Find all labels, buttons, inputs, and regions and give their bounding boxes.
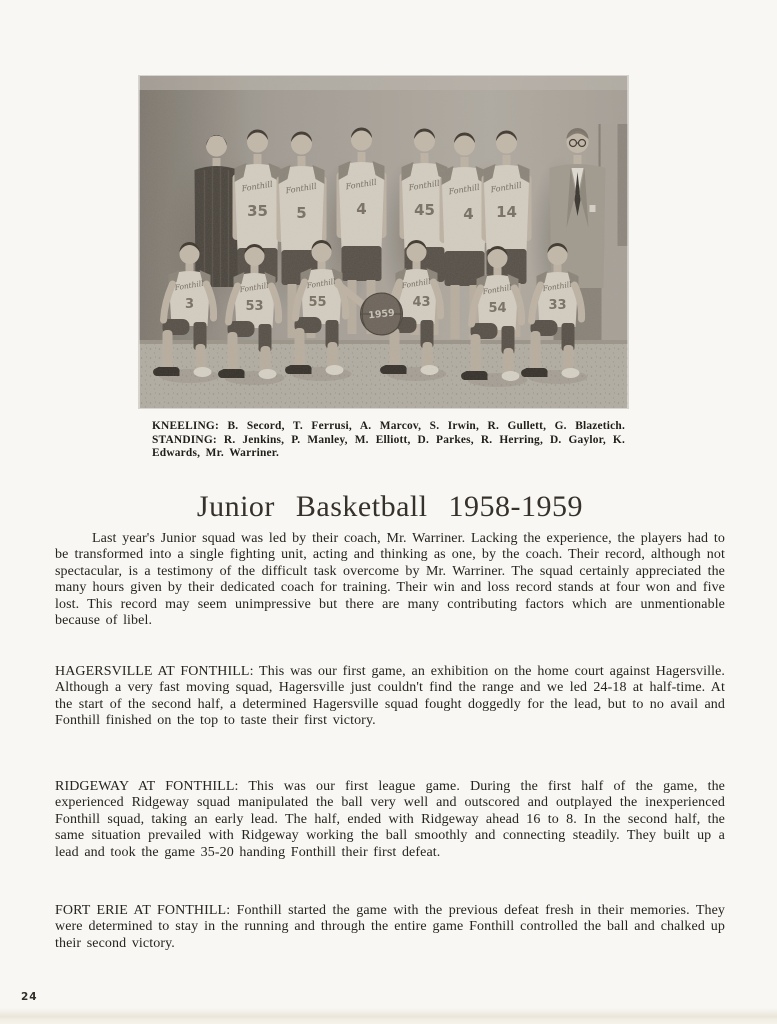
page-bottom-edge: [0, 1008, 777, 1024]
page-number: 24: [21, 991, 38, 1003]
intro-paragraph: Last year's Junior squad was led by their coach, Mr. Warriner. Lacking the experience, the players had to be transformed into a single fighting unit, acting and thinking as one, by the coach. Their record, although not spectacular, is a testimony of the difficult task overcome by Mr. Warriner. The squad certainly appreciated the many hours given by their dedicated coach for training. Their win and loss record stands at four won and five lost. This record may seem unimpressive but there are many contributing factors which are unmentionable because of libel.: [55, 531, 725, 629]
team-photo: [139, 76, 628, 408]
game-paragraph-hagersville: HAGERSVILLE AT FONTHILL: This was our first game, an exhibition on the home court against Hagersville. Although a very fast moving squad, Hagersville just couldn't find the range and we led 24-18 at half-time. At the start of the second half, a determined Hagersville squad fought doggedly for the lead, but to no avail and Fonthill finished on the top to taste their first victory.: [55, 664, 725, 729]
team-photo-illustration: [139, 76, 628, 408]
photo-caption: KNEELING: B. Secord, T. Ferrusi, A. Marcov, S. Irwin, R. Gullett, G. Blazetich. STANDING: R. Jenkins, P. Manley, M. Elliott, D. Parkes, R. Herring, D. Gaylor, K. Edwards, Mr. Warriner.: [152, 420, 625, 460]
game-paragraph-fort-erie: FORT ERIE AT FONTHILL: Fonthill started the game with the previous defeat fresh in their memories. They were determined to stay in the running and through the entire game Fonthill controlled the ball and chalked up their second victory.: [55, 903, 725, 951]
page-title: Junior Basketball 1958-1959: [196, 490, 584, 523]
game-paragraph-ridgeway: RIDGEWAY AT FONTHILL: This was our first league game. During the first half of the game, the experienced Ridgeway squad manipulated the ball very well and outscored and outplayed the inexperienced Fonthill squad, taking an early lead. The half, ended with Ridgeway ahead 16 to 8. In the second half, the same situation prevailed with Ridgeway working the ball smoothly and connecting steadily. They built up a lead and took the game 35-20 handing Fonthill their first defeat.: [55, 779, 725, 860]
